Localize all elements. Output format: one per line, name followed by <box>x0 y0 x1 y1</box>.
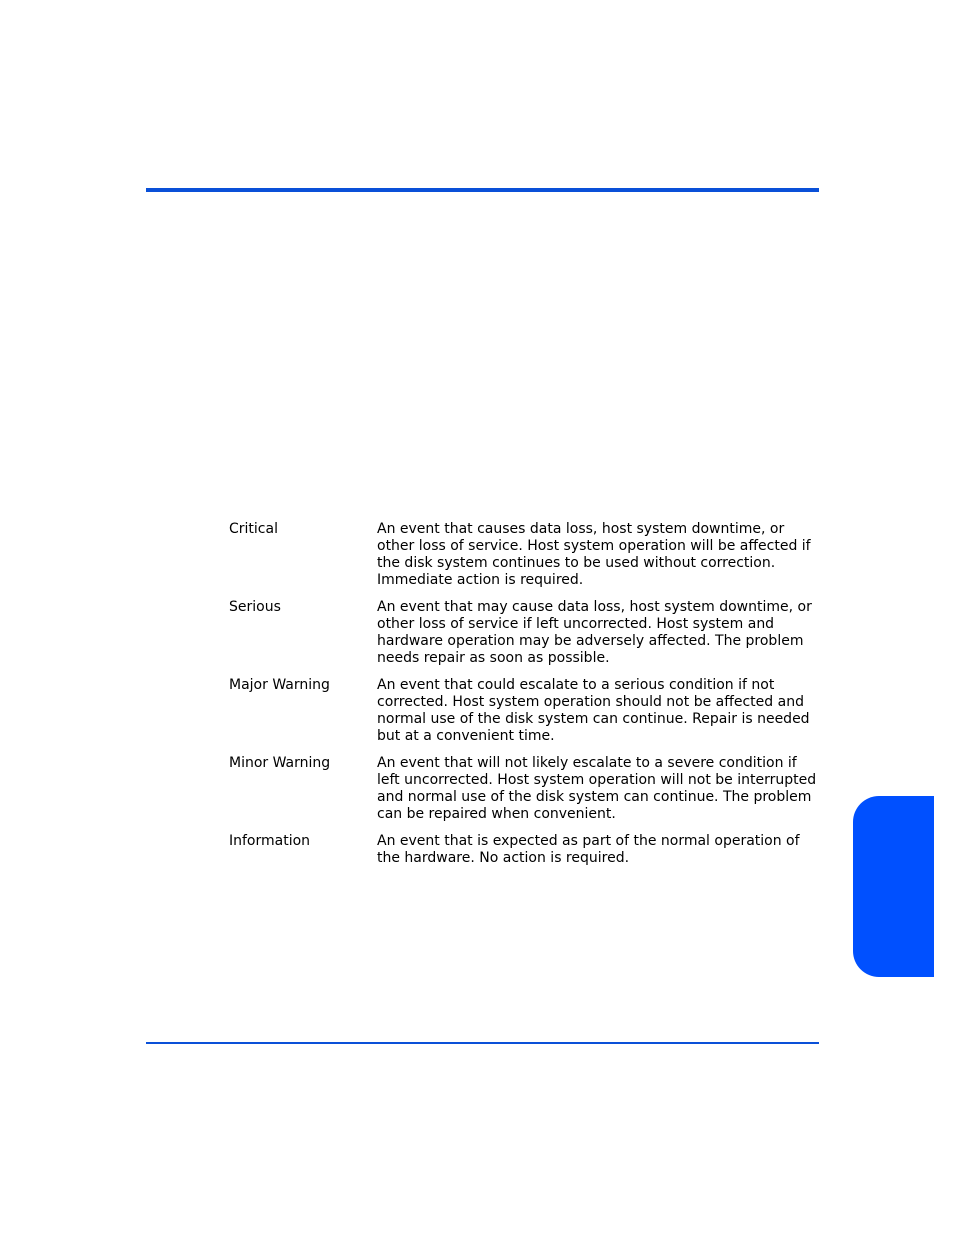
severity-level-description: An event that is expected as part of the normal operation of the hardware. No action is required. <box>377 833 800 866</box>
severity-row-minor-warning <box>229 755 819 823</box>
severity-level-description: An event that could escalate to a serious condition if not corrected. Host system operation should not be affected and normal use of the disk system can continue. Repair is needed but at a convenient time. <box>377 677 810 744</box>
severity-level-description: An event that may cause data loss, host system downtime, or other loss of service if left uncorrected. Host system and hardware operation may be adversely affected. The problem needs repair as soon as possible. <box>377 599 812 666</box>
severity-row-critical <box>229 521 819 589</box>
severity-row-major-warning <box>229 677 819 745</box>
header-rule <box>146 188 819 192</box>
severity-level-label: Major Warning <box>229 677 330 693</box>
severity-level-label: Information <box>229 833 311 849</box>
footer-rule <box>146 1042 819 1044</box>
chapter-thumb-tab <box>853 796 934 977</box>
severity-level-description: An event that will not likely escalate to a severe condition if left uncorrected. Host system operation will not be interrupted and normal use of the disk system can continue. The problem can be repaired when convenient. <box>377 755 817 822</box>
severity-level-label: Serious <box>229 599 281 615</box>
severity-row-serious <box>229 599 819 667</box>
severity-level-label: Minor Warning <box>229 755 331 771</box>
severity-level-description: An event that causes data loss, host system downtime, or other loss of service. Host system operation will be affected if the disk system continues to be used without correction. Immediate action is required. <box>377 521 811 588</box>
severity-level-label: Critical <box>229 521 278 537</box>
severity-row-information <box>229 833 819 867</box>
severity-level-table <box>229 521 819 877</box>
